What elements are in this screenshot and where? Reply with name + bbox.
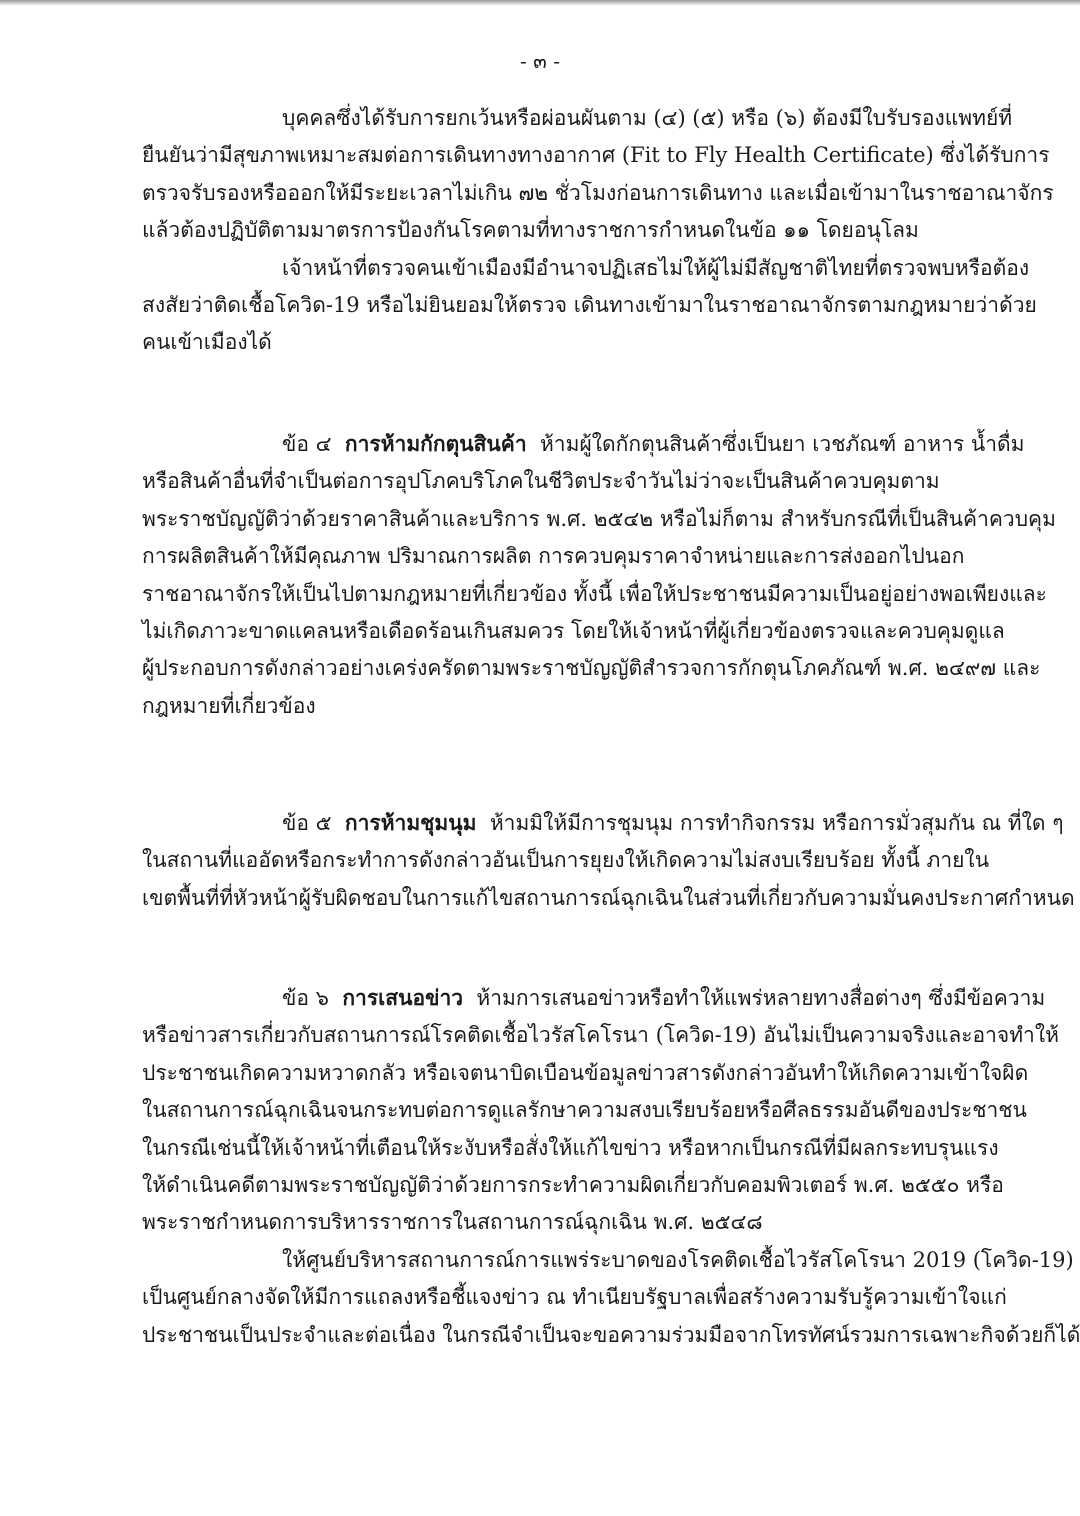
paragraph-exemption xyxy=(142,100,1054,362)
clause-number: ข้อ ๖ xyxy=(282,986,329,1010)
text-line: เขตพื้นที่ที่หัวหน้าผู้รับผิดชอบในการแก้ไขสถานการณ์ฉุกเฉินในส่วนที่เกี่ยวกับความมั่นคงประกาศกำหนด xyxy=(142,885,1075,910)
text-line: ในสถานที่แออัดหรือกระทำการดังกล่าวอันเป็นการยุยงให้เกิดความไม่สงบเรียบร้อย ทั้งนี้ ภายใน xyxy=(142,848,990,873)
text-line: หรือข่าวสารเกี่ยวกับสถานการณ์โรคติดเชื้อไวรัสโคโรนา (โควิด-19) อันไม่เป็นความจริงและอาจทำให้ xyxy=(142,1023,1059,1048)
scan-top-edge xyxy=(0,0,1080,6)
clause-number: ข้อ ๔ xyxy=(282,432,332,456)
page-number: - ๓ - xyxy=(520,49,560,73)
text-line: บุคคลซึ่งได้รับการยกเว้นหรือผ่อนผันตาม (๔) (๕) หรือ (๖) ต้องมีใบรับรองแพทย์ที่ xyxy=(282,106,1013,130)
text-line: ในกรณีเช่นนี้ให้เจ้าหน้าที่เตือนให้ระงับหรือสั่งให้แก้ไขข่าว หรือหากเป็นกรณีที่มีผลกระทบรุนแรง xyxy=(142,1135,999,1160)
text-line: ยืนยันว่ามีสุขภาพเหมาะสมต่อการเดินทางทางอากาศ (Fit to Fly Health Certificate) ซึ่งได้รับการ xyxy=(142,143,1050,168)
text-line: หรือสินค้าอื่นที่จำเป็นต่อการอุปโภคบริโภคในชีวิตประจำวันไม่ว่าจะเป็นสินค้าควบคุมตาม xyxy=(142,469,940,494)
clause-text: ห้ามการเสนอข่าวหรือทำให้แพร่หลายทางสื่อต่างๆ ซึ่งมีข้อความ xyxy=(476,986,1046,1010)
text-line: ให้ดำเนินคดีตามพระราชบัญญัติว่าด้วยการกระทำความผิดเกี่ยวกับคอมพิวเตอร์ พ.ศ. ๒๕๕๐ หรือ xyxy=(142,1173,1004,1198)
clause-heading: การห้ามชุมนุม xyxy=(344,810,477,835)
text-line: ผู้ประกอบการดังกล่าวอย่างเคร่งครัดตามพระราชบัญญัติสำรวจการกักตุนโภคภัณฑ์ พ.ศ. ๒๔๙๗ และ xyxy=(142,656,1041,681)
clause-text: ห้ามมิให้มีการชุมนุม การทำกิจกรรม หรือการมั่วสุมกัน ณ ที่ใด ๆ xyxy=(489,811,1064,835)
text-line: พระราชบัญญัติว่าด้วยราคาสินค้าและบริการ พ.ศ. ๒๕๔๒ หรือไม่ก็ตาม สำหรับกรณีที่เป็นสินค้าควบคุม xyxy=(142,506,1056,531)
text-line: เจ้าหน้าที่ตรวจคนเข้าเมืองมีอำนาจปฏิเสธไม่ให้ผู้ไม่มีสัญชาติไทยที่ตรวจพบหรือต้อง xyxy=(282,255,1030,280)
text-line: เป็นศูนย์กลางจัดให้มีการแถลงหรือชี้แจงข่าว ณ ทำเนียบรัฐบาลเพื่อสร้างความรับรู้ความเข้าใจแก่ xyxy=(142,1285,1007,1310)
text-line: แล้วต้องปฏิบัติตามมาตรการป้องกันโรคตามที่ทางราชการกำหนดในข้อ ๑๑ โดยอนุโลม xyxy=(142,218,919,243)
clause-6 xyxy=(142,979,1080,1354)
clause-4-first-line xyxy=(142,425,1025,463)
text-line: ประชาชนเป็นประจำและต่อเนื่อง ในกรณีจำเป็นจะขอความร่วมมือจากโทรทัศน์รวมการเฉพาะกิจด้วยก็ได้ xyxy=(142,1322,1080,1347)
text-line: ไม่เกิดภาวะขาดแคลนหรือเดือดร้อนเกินสมควร โดยให้เจ้าหน้าที่ผู้เกี่ยวข้องตรวจและควบคุมดูแล xyxy=(142,619,1005,644)
clause-text: ห้ามผู้ใดกักตุนสินค้าซึ่งเป็นยา เวชภัณฑ์ อาหาร น้ำดื่ม xyxy=(539,432,1025,456)
text-line: ในสถานการณ์ฉุกเฉินจนกระทบต่อการดูแลรักษาความสงบเรียบร้อยหรือศีลธรรมอันดีของประชาชน xyxy=(142,1098,1027,1123)
text-line: สงสัยว่าติดเชื้อโควิด-19 หรือไม่ยินยอมให้ตรวจ เดินทางเข้ามาในราชอาณาจักรตามกฎหมายว่าด้วย xyxy=(142,293,1037,318)
text-line: การผลิตสินค้าให้มีคุณภาพ ปริมาณการผลิต การควบคุมราคาจำหน่ายและการส่งออกไปนอก xyxy=(142,544,965,569)
text-line: คนเข้าเมืองได้ xyxy=(142,330,272,355)
clause-number: ข้อ ๕ xyxy=(282,811,332,835)
clause-5 xyxy=(142,804,1075,917)
text-line: ประชาชนเกิดความหวาดกลัว หรือเจตนาบิดเบือนข้อมูลข่าวสารดังกล่าวอันทำให้เกิดความเข้าใจผิด xyxy=(142,1060,1029,1085)
text-line: พระราชกำหนดการบริหารราชการในสถานการณ์ฉุกเฉิน พ.ศ. ๒๕๔๘ xyxy=(142,1210,763,1235)
clause-heading: การเสนอข่าว xyxy=(342,985,464,1010)
text-line: ราชอาณาจักรให้เป็นไปตามกฎหมายที่เกี่ยวข้อง ทั้งนี้ เพื่อให้ประชาชนมีความเป็นอยู่อย่างพอเพียงและ xyxy=(142,581,1047,606)
clause-heading: การห้ามกักตุนสินค้า xyxy=(344,431,527,456)
text-line: ตรวจรับรองหรือออกให้มีระยะเวลาไม่เกิน ๗๒ ชั่วโมงก่อนการเดินทาง และเมื่อเข้ามาในราชอาณาจักร xyxy=(142,180,1054,205)
clause-6-first-line xyxy=(142,979,1046,1017)
clause-5-first-line xyxy=(142,804,1064,842)
text-line: ให้ศูนย์บริหารสถานการณ์การแพร่ระบาดของโรคติดเชื้อไวรัสโคโรนา 2019 (โควิด-19) xyxy=(282,1247,1074,1272)
clause-4 xyxy=(142,425,1056,725)
text-line: กฎหมายที่เกี่ยวข้อง xyxy=(142,693,316,718)
